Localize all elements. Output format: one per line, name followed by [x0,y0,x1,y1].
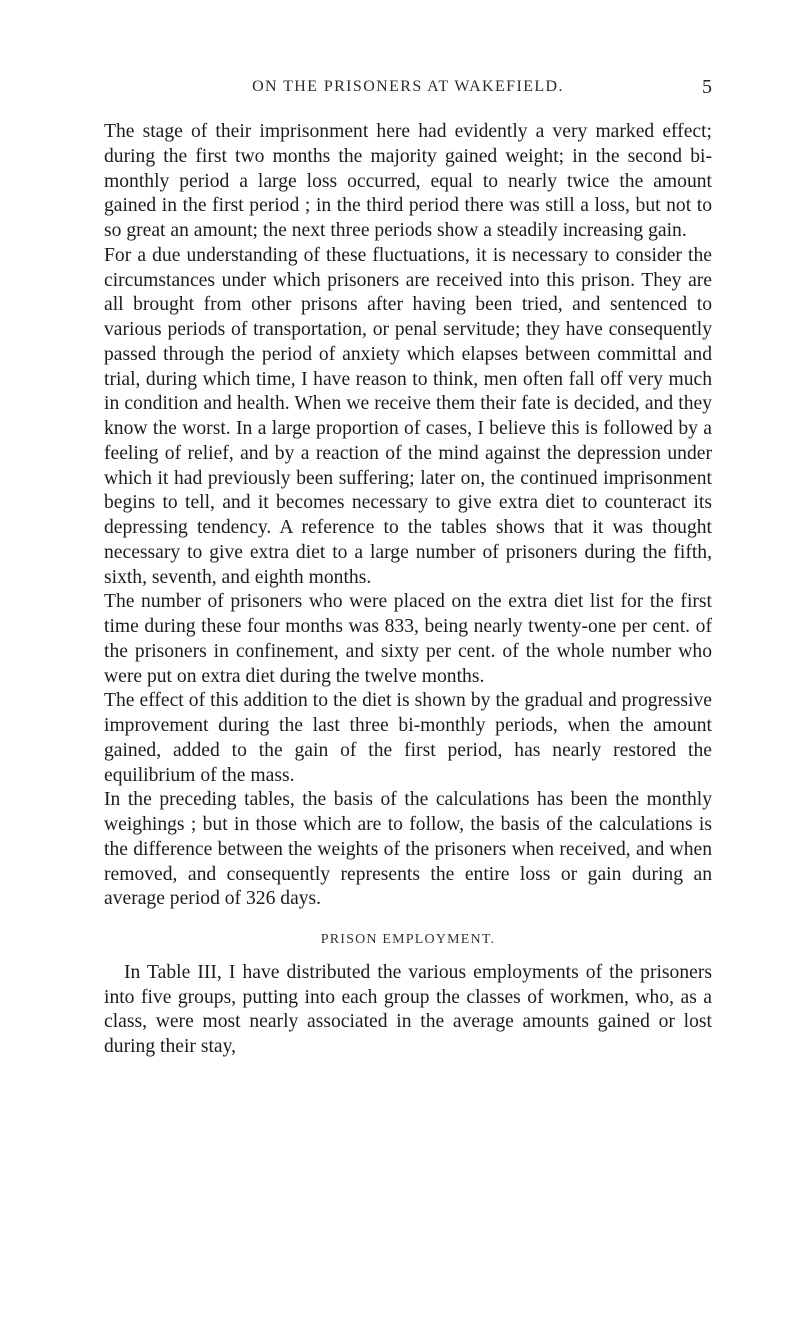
paragraph-1: The stage of their imprisonment here had evidently a very marked effect; during the first two months the majority gained weight; in the second bi-monthly period a large loss occurred, equal to nearly twice the amount gained in the first period ; in the third period there was still a loss, but not to so great an amount; the next three periods show a steadily increasing gain. [104,121,712,241]
paragraph-prison-employment: In Table III, I have distributed the various employments of the prisoners into five groups, putting into each group the classes of workmen, who, as a class, were most nearly associated in the average amounts gained or lost during their stay, [104,961,712,1057]
running-head: ON THE PRISONERS AT WAKEFIELD. [252,78,564,95]
page-number: 5 [702,76,712,98]
section-heading-prison-employment: PRISON EMPLOYMENT. [320,932,496,947]
page-header [104,78,712,108]
body-text [104,120,712,1060]
paragraph-5: In the preceding tables, the basis of the calculations has been the monthly weighings ; but in those which are to follow, the basis of the calculations is the difference between the weights of the prisoners when received, and when removed, and consequently represents the entire loss or gain during an average period of 326 days. [104,789,712,910]
paragraph-2: For a due understanding of these fluctuations, it is necessary to consider the circumstances under which prisoners are received into this prison. They are all brought from other prisons after having been tried, and sentenced to various periods of transportation, or penal servitude; they have consequently passed through the period of anxiety which elapses between committal and trial, during which time, I have reason to think, men often fall off very much in condition and health. When we receive them their fate is decided, and they know the worst. In a large proportion of cases, I believe this is followed by a feeling of relief, and by a reaction of the mind against the depression under which it had previously been suffering; later on, the continued imprisonment begins to tell, and it becomes necessary to give extra diet to counteract its depressing tendency. A reference to the tables shows that it was thought necessary to give extra diet to a large number of prisoners during the fifth, sixth, seventh, and eighth months. [104,244,712,588]
paragraph-4: The effect of this addition to the diet is shown by the gradual and progressive improvement during the last three bi-monthly periods, when the amount gained, added to the gain of the first period, has nearly restored the equilibrium of the mass. [104,690,712,786]
paragraph-3: The number of prisoners who were placed on the extra diet list for the first time during these four months was 833, being nearly twenty-one per cent. of the prisoners in confinement, and sixty per cent. of the whole number who were put on extra diet during the twelve months. [104,591,712,687]
